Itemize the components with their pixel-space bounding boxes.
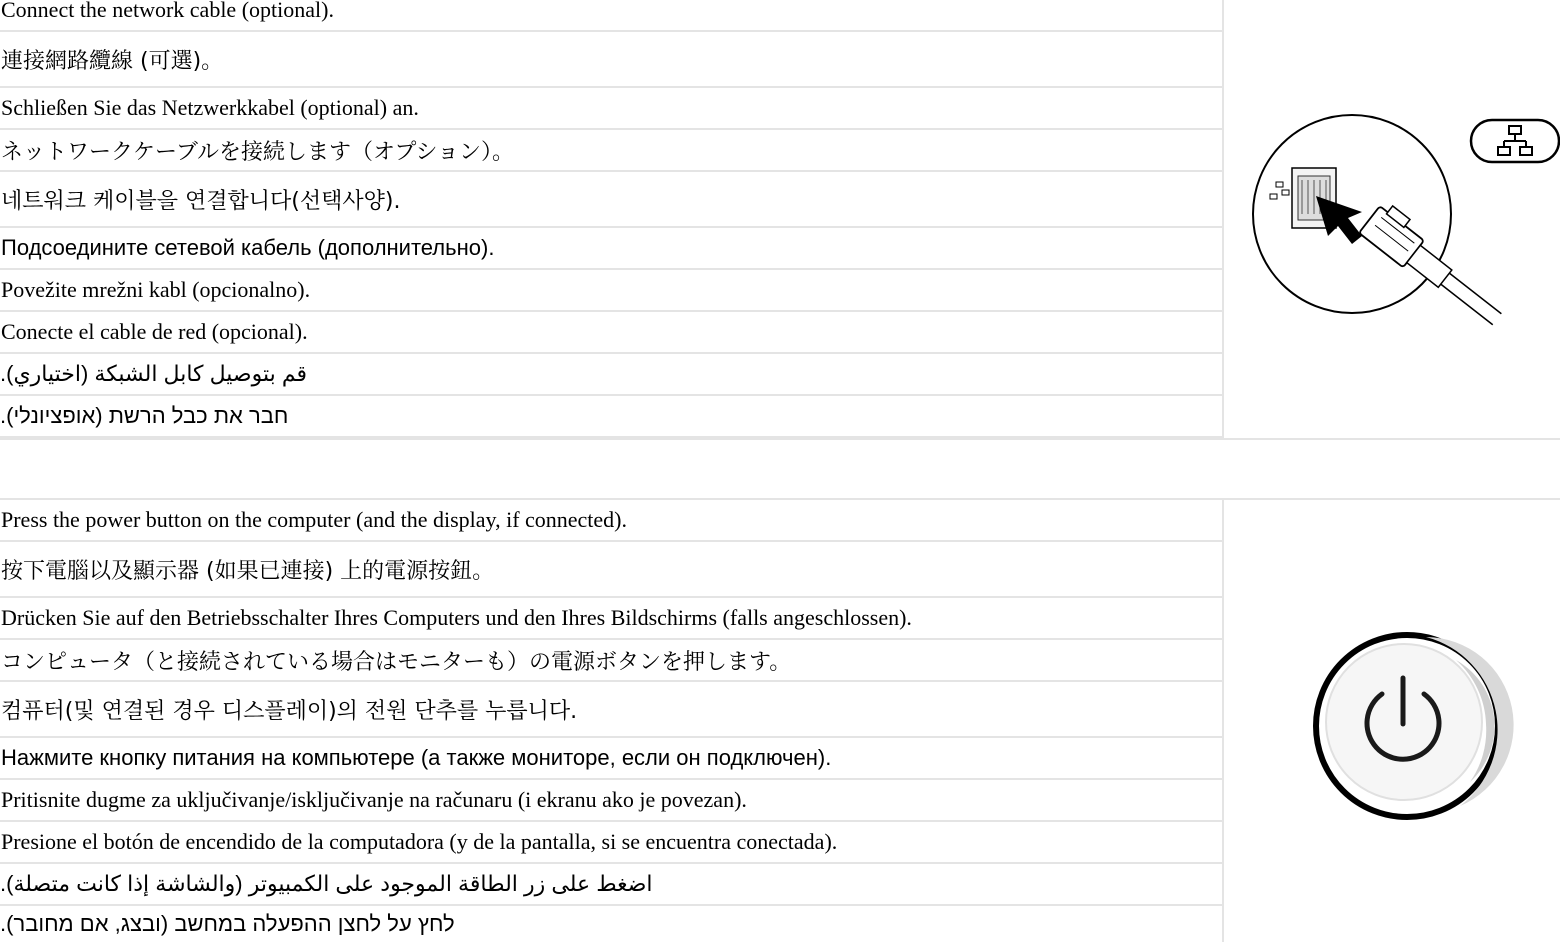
network-text-ar: قم بتوصيل كابل الشبكة (اختياري).	[0, 361, 308, 386]
power-text-ko: 컴퓨터(및 연결된 경우 디스플레이)의 전원 단추를 누릅니다.	[1, 698, 578, 724]
network-text-ru: Подсоедините сетевой кабель (дополнительно).	[1, 235, 495, 260]
network-row-ru	[0, 228, 1222, 270]
power-button-section	[0, 500, 1560, 942]
network-cable-section	[0, 0, 1560, 440]
network-row-sr	[0, 270, 1222, 312]
power-row-ko	[0, 682, 1222, 738]
power-row-he	[0, 906, 1222, 942]
network-row-ko	[0, 172, 1222, 228]
network-row-es	[0, 312, 1222, 354]
power-illustration-svg	[1224, 500, 1560, 942]
power-text-ru: Нажмите кнопку питания на компьютере (а также мониторе, если он подключен).	[1, 745, 832, 770]
network-text-en: Connect the network cable (optional).	[1, 0, 334, 22]
network-row-ar	[0, 354, 1222, 396]
network-text-de: Schließen Sie das Netzwerkkabel (optional) an.	[1, 95, 419, 120]
network-text-ja: ネットワークケーブルを接続します（オプション）。	[1, 139, 515, 165]
power-row-sr	[0, 780, 1222, 822]
power-row-es	[0, 822, 1222, 864]
power-text-de: Drücken Sie auf den Betriebsschalter Ihres Computers und den Ihres Bildschirms (falls angeschlossen).	[1, 605, 912, 630]
network-icon	[1471, 120, 1559, 162]
power-row-ar	[0, 864, 1222, 906]
power-text-en: Press the power button on the computer (and the display, if connected).	[1, 507, 628, 532]
network-image-cell	[1222, 0, 1560, 438]
power-text-ar: اضغط على زر الطاقة الموجود على الكمبيوتر (والشاشة إذا كانت متصلة).	[0, 871, 653, 896]
power-text-he: לחץ על לחצן ההפעלה במחשב (ובצג, אם מחובר).	[0, 911, 455, 936]
network-row-en	[0, 0, 1222, 32]
power-image-cell	[1222, 500, 1560, 942]
power-row-zh	[0, 542, 1222, 598]
power-text-sr: Pritisnite dugme za uključivanje/isključivanje na računaru (i ekranu ako je povezan).	[1, 787, 747, 812]
power-text-zh: 按下電腦以及顯示器 (如果已連接) 上的電源按鈕。	[1, 558, 495, 584]
power-text-ja: コンピュータ（と接続されている場合はモニターも）の電源ボタンを押します。	[1, 649, 792, 675]
network-text-zh: 連接網路纜線 (可選)。	[1, 48, 224, 74]
network-text-ko: 네트워크 케이블을 연결합니다(선택사양).	[1, 188, 401, 214]
network-row-he	[0, 396, 1222, 438]
network-text-he: חבר את כבל הרשת (אופציונלי).	[0, 403, 289, 428]
power-row-de	[0, 598, 1222, 640]
network-text-es: Conecte el cable de red (opcional).	[1, 319, 308, 344]
section-divider-top	[0, 438, 1560, 440]
power-row-en	[0, 500, 1222, 542]
network-row-zh	[0, 32, 1222, 88]
power-row-ru	[0, 738, 1222, 780]
power-button-illustration	[1316, 635, 1514, 817]
power-text-es: Presione el botón de encendido de la computadora (y de la pantalla, si se encuentra conectada).	[1, 829, 838, 854]
network-row-de	[0, 88, 1222, 130]
power-row-ja	[0, 640, 1222, 682]
network-row-ja	[0, 130, 1222, 172]
network-text-sr: Povežite mrežni kabl (opcionalno).	[1, 277, 311, 302]
network-illustration-svg	[1224, 0, 1560, 438]
